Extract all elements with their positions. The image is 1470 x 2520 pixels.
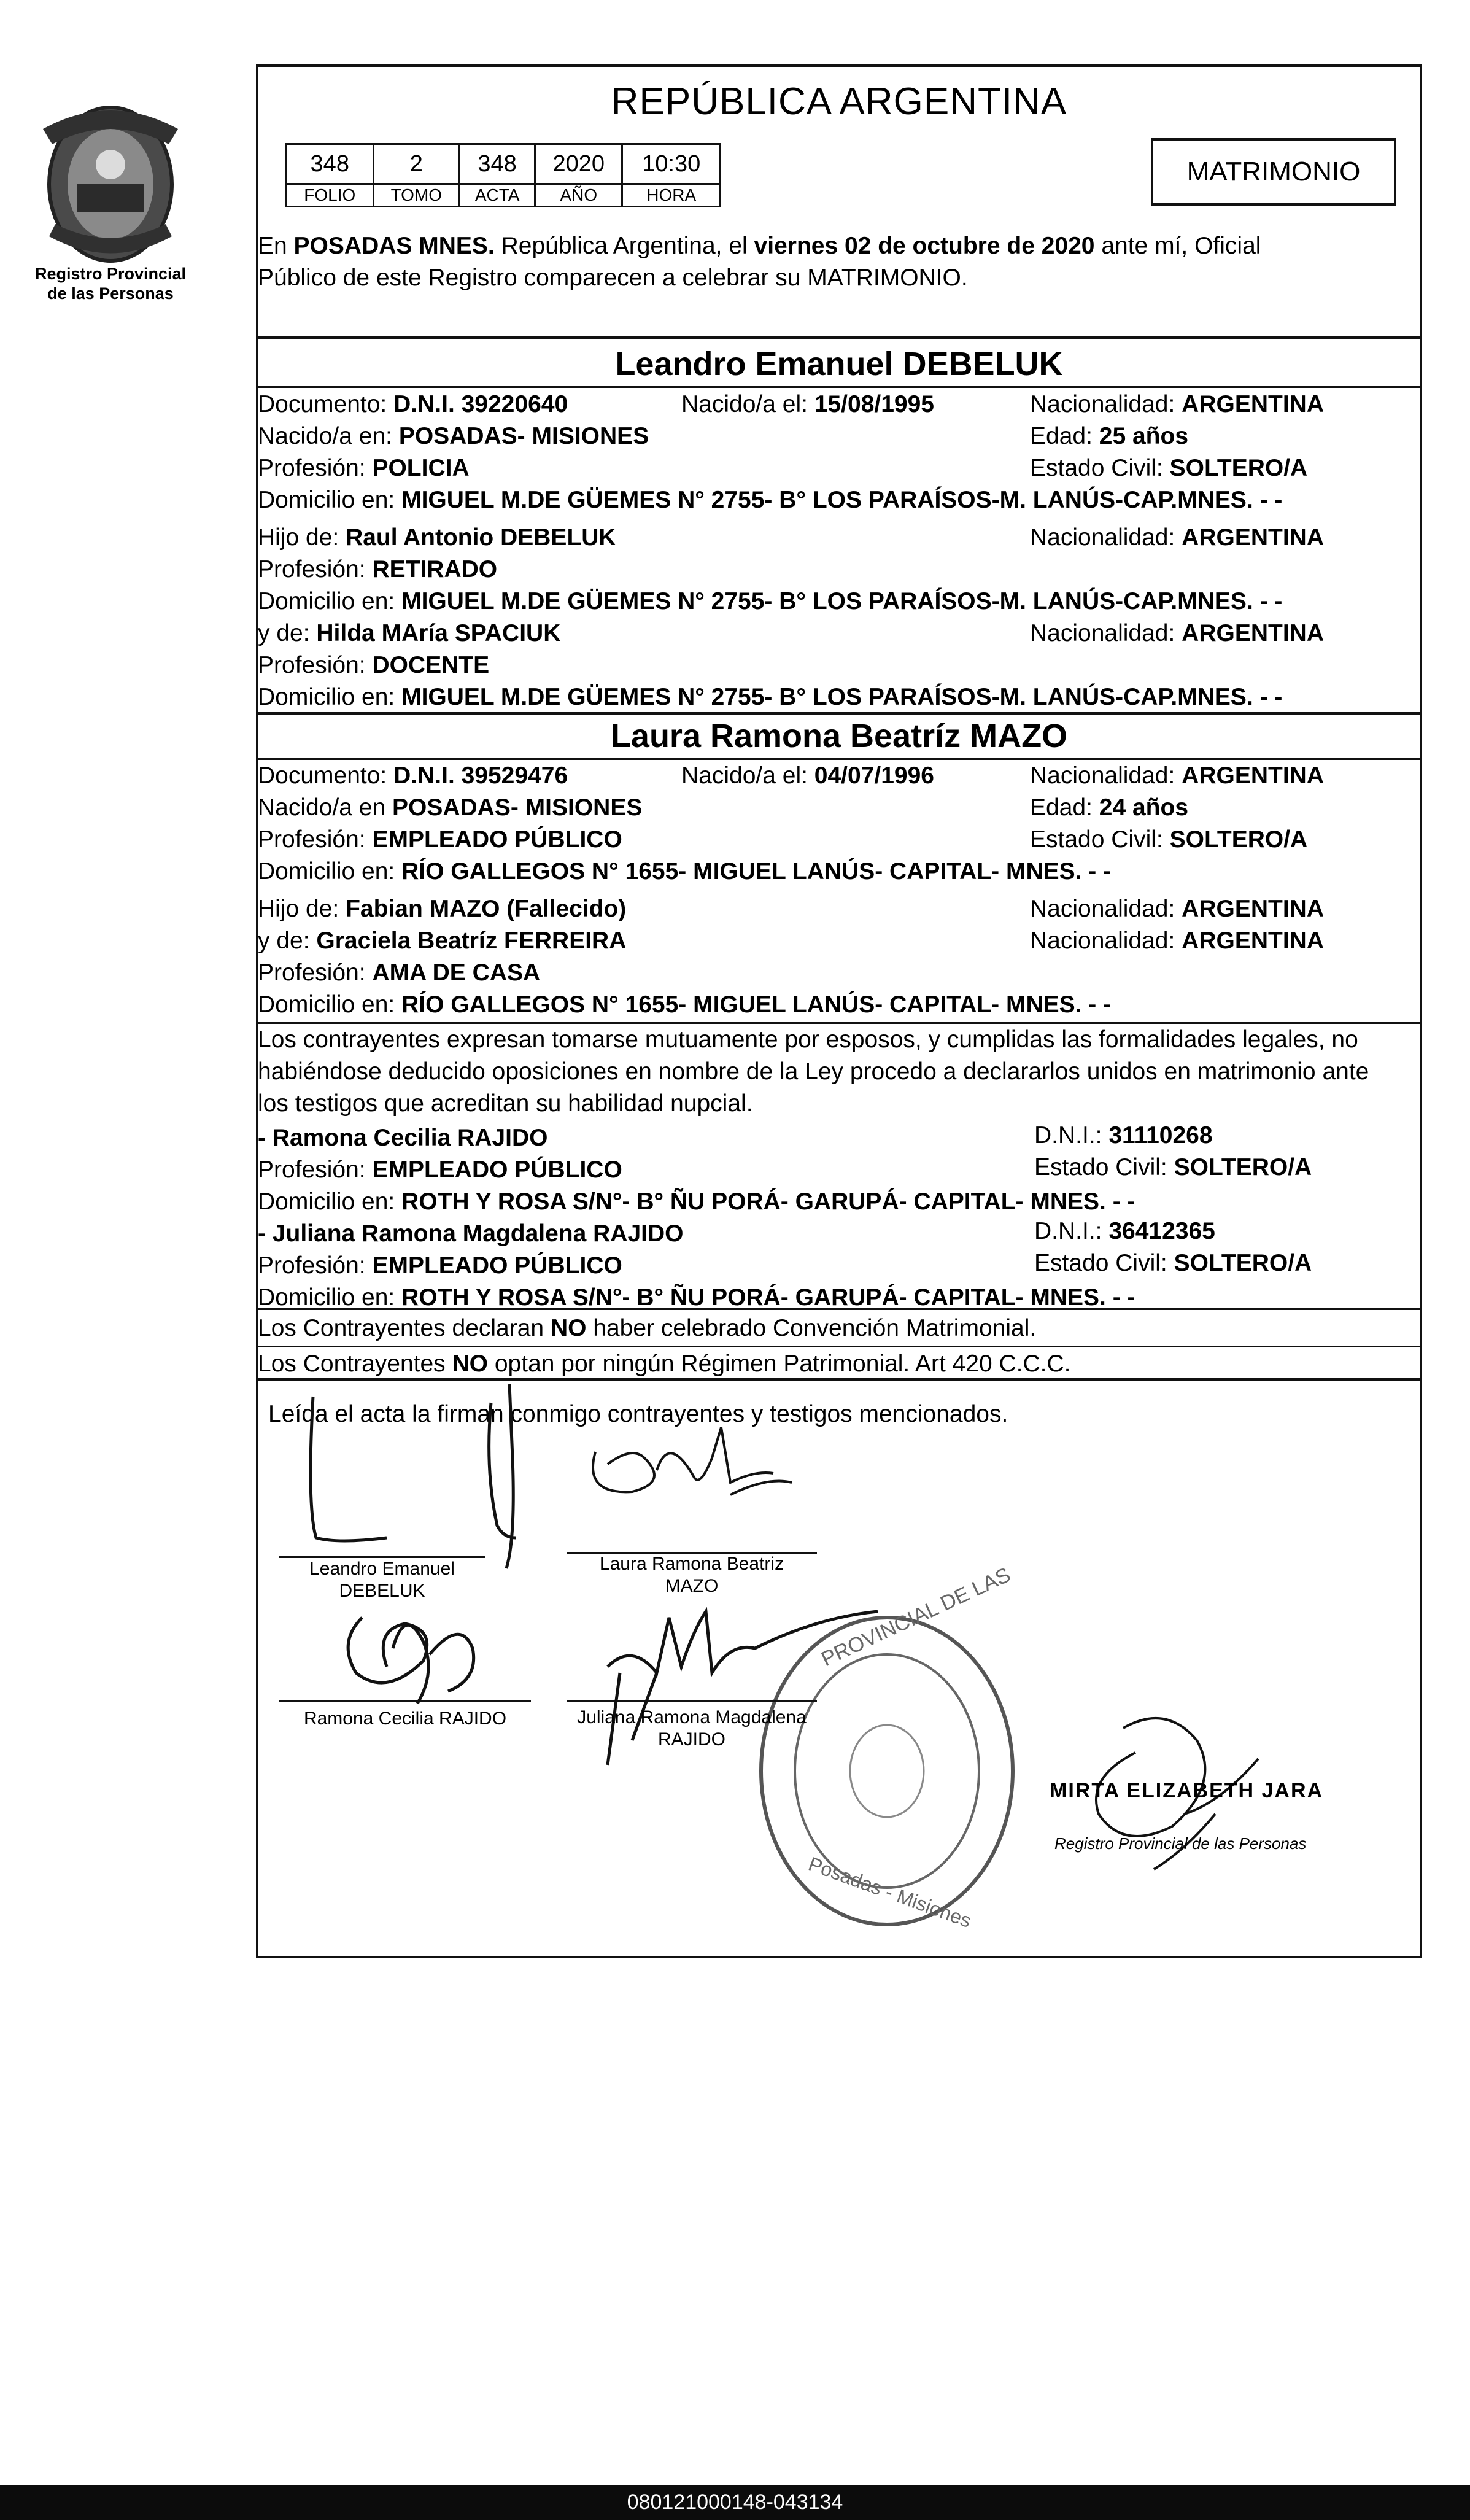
convention-line1	[258, 1312, 1036, 1344]
spouse2-father-nationality	[1030, 893, 1324, 925]
sig-name-line: Juliana Ramona Magdalena	[577, 1707, 807, 1727]
label: Nacido/a el:	[681, 391, 814, 417]
label: Profesión:	[258, 556, 373, 583]
spouse2-nationality	[1030, 760, 1324, 792]
value: ROTH Y ROSA S/N°- B° ÑU PORÁ- GARUPÁ- CAPITAL- MNES. - -	[401, 1284, 1135, 1311]
tomo-value: 2	[373, 144, 460, 184]
value: SOLTERO/A	[1169, 455, 1308, 481]
divider	[256, 1346, 1422, 1347]
label: Profesión:	[258, 826, 373, 853]
value: D.N.I. 39220640	[393, 391, 568, 417]
label: Nacionalidad:	[1030, 762, 1182, 789]
intro-city: POSADAS MNES.	[293, 233, 495, 259]
signature-label-spouse2	[567, 1553, 817, 1597]
witness2-profession	[258, 1250, 622, 1282]
intro-text: En	[258, 233, 294, 259]
label: Domicilio en:	[258, 858, 402, 885]
intro-text: ante mí, Oficial	[1094, 233, 1261, 259]
acta-label: ACTA	[460, 184, 535, 207]
year-label: AÑO	[535, 184, 622, 207]
folio-value: 348	[287, 144, 374, 184]
label: Edad:	[1030, 423, 1099, 449]
label: Hijo de:	[258, 896, 346, 922]
value: MIGUEL M.DE GÜEMES N° 2755- B° LOS PARAÍSOS-M. LANÚS-CAP.MNES. - -	[401, 684, 1283, 710]
value: D.N.I. 39529476	[393, 762, 568, 789]
reference-table	[285, 143, 721, 207]
spouse2-birthdate	[681, 760, 934, 792]
label: Estado Civil:	[1034, 1250, 1174, 1276]
official-seal-stamp	[752, 1563, 1022, 1933]
value: MIGUEL M.DE GÜEMES N° 2755- B° LOS PARAÍSOS-M. LANÚS-CAP.MNES. - -	[401, 487, 1283, 513]
witness1-dni	[1034, 1120, 1213, 1152]
value: 15/08/1995	[814, 391, 934, 417]
value: MIGUEL M.DE GÜEMES N° 2755- B° LOS PARAÍSOS-M. LANÚS-CAP.MNES. - -	[401, 588, 1283, 614]
spouse2-profession	[258, 824, 622, 856]
label: Domicilio en:	[258, 1188, 402, 1215]
emphasis: NO	[452, 1351, 489, 1377]
label: Hijo de:	[258, 524, 346, 551]
spouse2-civil-status	[1030, 824, 1307, 856]
spouse2-mother-nationality	[1030, 925, 1324, 957]
spouse1-document	[258, 389, 568, 421]
label: Documento:	[258, 762, 394, 789]
value: POSADAS- MISIONES	[392, 794, 643, 821]
value: POLICIA	[372, 455, 470, 481]
text: haber celebrado Convención Matrimonial.	[586, 1315, 1037, 1341]
divider	[256, 386, 1422, 388]
spouse1-birthplace	[258, 421, 649, 452]
signature-label-witness1: Ramona Cecilia RAJIDO	[303, 1708, 507, 1729]
value: SOLTERO/A	[1174, 1154, 1312, 1181]
label: Nacido/a en	[258, 794, 392, 821]
registry-label-line2: de las Personas	[47, 284, 174, 303]
intro-date: viernes 02 de octubre de 2020	[754, 233, 1095, 259]
spouse2-father	[258, 893, 626, 925]
hour-label: HORA	[622, 184, 721, 207]
value: DOCENTE	[372, 652, 490, 678]
spouse1-birthdate	[681, 389, 934, 421]
divider	[256, 712, 1422, 715]
value: 31110268	[1108, 1122, 1213, 1149]
value: EMPLEADO PÚBLICO	[372, 1252, 622, 1279]
label: Domicilio en:	[258, 588, 402, 614]
spouse2-mother-profession	[258, 957, 540, 989]
value: ARGENTINA	[1182, 620, 1325, 646]
label: Nacionalidad:	[1030, 928, 1182, 954]
document-barcode-number: 080121000148-043134	[0, 2485, 1470, 2520]
spouse1-nationality	[1030, 389, 1324, 421]
value: ARGENTINA	[1182, 762, 1325, 789]
spouse1-civil-status	[1030, 452, 1307, 484]
sig-name-line: RAJIDO	[657, 1729, 725, 1750]
declaration-line3: los testigos que acreditan su habilidad nupcial.	[258, 1090, 753, 1117]
label: Nacionalidad:	[1030, 391, 1182, 417]
emphasis: NO	[550, 1315, 587, 1341]
witness2-dni	[1034, 1215, 1215, 1247]
label: Profesión:	[258, 960, 373, 986]
text: Los Contrayentes	[258, 1351, 452, 1377]
value: Graciela Beatríz FERREIRA	[316, 928, 627, 954]
label: y de:	[258, 928, 317, 954]
officer-role: Registro Provincial de las Personas	[1054, 1834, 1307, 1853]
value: RÍO GALLEGOS N° 1655- MIGUEL LANÚS- CAPITAL- MNES. - -	[401, 991, 1112, 1018]
declaration-line2: habiéndose deducido oposiciones en nombre de la Ley procedo a declararlos unidos en matrimonio ante	[258, 1058, 1369, 1085]
label: Domicilio en:	[258, 1284, 402, 1311]
signature-line	[279, 1700, 531, 1702]
label: Profesión:	[258, 652, 373, 678]
officer-name: MIRTA ELIZABETH JARA	[1050, 1779, 1324, 1802]
intro-line2: Público de este Registro comparecen a celebrar su MATRIMONIO.	[258, 265, 968, 291]
label: Domicilio en:	[258, 991, 402, 1018]
spouse1-mother-address	[258, 681, 1282, 713]
divider	[256, 1378, 1422, 1381]
divider	[256, 336, 1422, 339]
label: Nacionalidad:	[1030, 524, 1182, 551]
spouse2-mother-address	[258, 989, 1111, 1021]
value: RÍO GALLEGOS N° 1655- MIGUEL LANÚS- CAPITAL- MNES. - -	[401, 858, 1112, 885]
text: optan por ningún Régimen Patrimonial. Art 420 C.C.C.	[488, 1351, 1071, 1377]
text: Los Contrayentes declaran	[258, 1315, 551, 1341]
witness1-profession	[258, 1154, 622, 1186]
value: ARGENTINA	[1182, 391, 1325, 417]
value: RETIRADO	[372, 556, 498, 583]
spouse1-mother-nationality	[1030, 618, 1324, 649]
document-title: REPÚBLICA ARGENTINA	[611, 80, 1067, 123]
spouse1-name-heading: Leandro Emanuel DEBELUK	[615, 346, 1063, 382]
value: ARGENTINA	[1182, 896, 1325, 922]
label: Domicilio en:	[258, 487, 402, 513]
spouse1-father-address	[258, 586, 1282, 618]
folio-label: FOLIO	[287, 184, 374, 207]
witness1-name: - Ramona Cecilia RAJIDO	[258, 1125, 548, 1151]
spouse2-document	[258, 760, 568, 792]
value: EMPLEADO PÚBLICO	[372, 826, 622, 853]
witness2-civil-status	[1034, 1247, 1312, 1279]
spouse1-father	[258, 522, 616, 554]
intro-line1	[258, 230, 1261, 262]
label: y de:	[258, 620, 317, 646]
intro-text: República Argentina, el	[494, 233, 754, 259]
label: D.N.I.:	[1034, 1218, 1109, 1244]
label: Profesión:	[258, 1157, 373, 1183]
label: Estado Civil:	[1034, 1154, 1174, 1181]
spouse1-age	[1030, 421, 1188, 452]
value: ROTH Y ROSA S/N°- B° ÑU PORÁ- GARUPÁ- CAPITAL- MNES. - -	[401, 1188, 1135, 1215]
convention-line2	[258, 1348, 1071, 1380]
spouse1-mother	[258, 618, 560, 649]
label: Estado Civil:	[1030, 455, 1170, 481]
value: AMA DE CASA	[372, 960, 541, 986]
divider	[256, 1308, 1422, 1310]
value: EMPLEADO PÚBLICO	[372, 1157, 622, 1183]
svg-text:PROVINCIAL DE LAS: PROVINCIAL DE LAS	[818, 1563, 1015, 1672]
witness1-civil-status	[1034, 1152, 1312, 1184]
value: POSADAS- MISIONES	[398, 423, 649, 449]
value: SOLTERO/A	[1169, 826, 1308, 853]
value: 24 años	[1099, 794, 1189, 821]
spouse2-address	[258, 856, 1111, 888]
label: Profesión:	[258, 1252, 373, 1279]
label: Nacido/a en:	[258, 423, 399, 449]
spouse2-mother	[258, 925, 626, 957]
sig-name-line: Leandro Emanuel	[309, 1559, 455, 1579]
signature-label-witness2	[567, 1707, 817, 1751]
sig-name-line: DEBELUK	[339, 1581, 425, 1601]
spouse2-age	[1030, 792, 1188, 824]
value: ARGENTINA	[1182, 928, 1325, 954]
witness2-name: - Juliana Ramona Magdalena RAJIDO	[258, 1220, 684, 1247]
signature-line	[567, 1700, 817, 1702]
label: Edad:	[1030, 794, 1099, 821]
svg-text:Posadas - Misiones: Posadas - Misiones	[805, 1852, 975, 1933]
spouse2-name-heading: Laura Ramona Beatríz MAZO	[610, 718, 1068, 754]
spouse1-father-nationality	[1030, 522, 1324, 554]
value: ARGENTINA	[1182, 524, 1325, 551]
value: 04/07/1996	[814, 762, 934, 789]
sig-name-line: Laura Ramona Beatriz	[599, 1554, 784, 1574]
signature-label-spouse1	[279, 1558, 485, 1602]
value: SOLTERO/A	[1174, 1250, 1312, 1276]
tomo-label: TOMO	[373, 184, 460, 207]
sig-name-line: MAZO	[665, 1576, 719, 1596]
value: Hilda MAría SPACIUK	[316, 620, 561, 646]
hour-value: 10:30	[622, 144, 721, 184]
label: Documento:	[258, 391, 394, 417]
province-coat-of-arms-logo	[37, 92, 184, 270]
document-type-box: MATRIMONIO	[1151, 138, 1396, 206]
registry-label	[18, 264, 203, 303]
declaration-line1: Los contrayentes expresan tomarse mutuamente por esposos, y cumplidas las formalidades legales, no	[258, 1026, 1358, 1053]
value: 25 años	[1099, 423, 1189, 449]
label: Nacionalidad:	[1030, 896, 1182, 922]
witness1-address	[258, 1186, 1135, 1218]
value: 36412365	[1108, 1218, 1215, 1244]
value: Raul Antonio DEBELUK	[346, 524, 616, 551]
acta-value: 348	[460, 144, 535, 184]
spouse1-address	[258, 484, 1282, 516]
label: Domicilio en:	[258, 684, 402, 710]
closing-statement: Leída el acta la firman conmigo contrayentes y testigos mencionados.	[268, 1401, 1008, 1427]
spouse1-father-profession	[258, 554, 497, 586]
label: D.N.I.:	[1034, 1122, 1109, 1149]
value: Fabian MAZO (Fallecido)	[346, 896, 627, 922]
spouse1-mother-profession	[258, 649, 489, 681]
year-value: 2020	[535, 144, 622, 184]
label: Profesión:	[258, 455, 373, 481]
registry-label-line1: Registro Provincial	[34, 265, 187, 283]
spouse2-birthplace	[258, 792, 642, 824]
label: Nacionalidad:	[1030, 620, 1182, 646]
label: Nacido/a el:	[681, 762, 814, 789]
spouse1-profession	[258, 452, 470, 484]
label: Estado Civil:	[1030, 826, 1170, 853]
